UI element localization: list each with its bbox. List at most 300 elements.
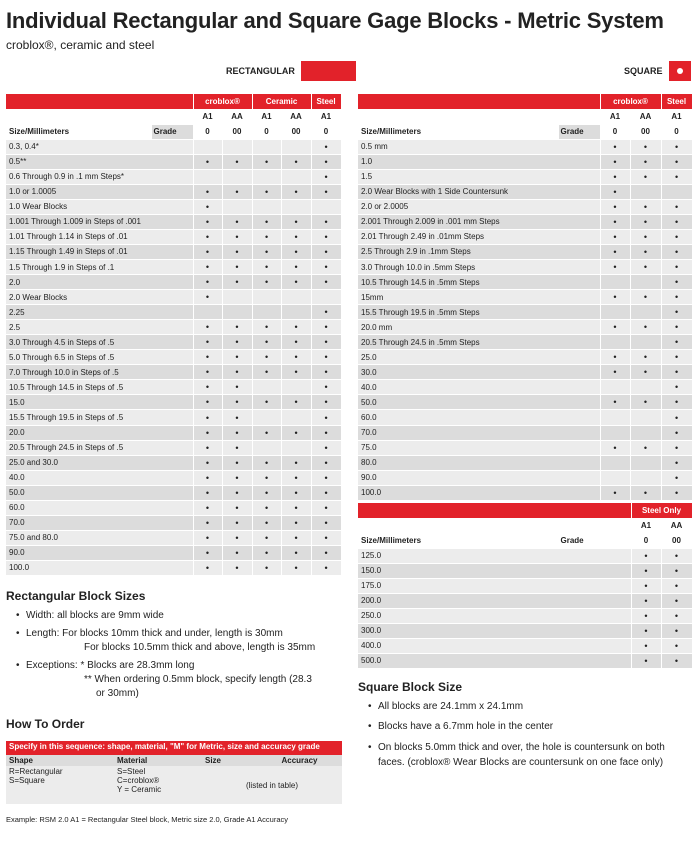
square-mark-cell — [630, 184, 661, 199]
square-row — [358, 320, 692, 335]
rect-mark-cell: • — [222, 455, 252, 470]
square-size-header: Size/Millimeters — [358, 124, 558, 139]
rect-mark-cell: • — [193, 410, 222, 425]
square-size-cell: 1.0 — [358, 154, 600, 169]
rect-row — [6, 139, 341, 154]
rect-mark-cell: • — [222, 395, 252, 410]
rect-size-cell: 70.0 — [6, 515, 193, 530]
steel-only-size-cell: 250.0 — [358, 608, 631, 623]
rect-mark-cell: • — [281, 229, 311, 244]
square-size-cell: 1.5 — [358, 169, 600, 184]
square-mark-cell — [600, 335, 630, 350]
rect-mark-cell: • — [281, 395, 311, 410]
square-mark-cell — [600, 380, 630, 395]
rect-mark-cell: • — [281, 425, 311, 440]
square-row — [358, 440, 692, 455]
rectangular-blocks-table — [6, 94, 342, 576]
square-size-cell: 70.0 — [358, 425, 600, 440]
rect-width-bullet: • Width: all blocks are 9mm wide — [14, 609, 344, 623]
order-material-croblox: C=croblox® — [117, 776, 160, 785]
rect-exceptions-bullet — [14, 659, 344, 701]
rect-row — [6, 545, 341, 560]
rect-mark-cell: • — [311, 395, 341, 410]
rect-mark-cell: • — [281, 320, 311, 335]
square-size-cell: 30.0 — [358, 365, 600, 380]
steel-only-group: Steel Only — [631, 503, 692, 518]
rect-length-bullet — [14, 627, 344, 655]
order-col-shape: Shape — [6, 755, 114, 766]
rect-mark-cell — [193, 305, 222, 320]
square-row — [358, 154, 692, 169]
square-mark-cell: • — [661, 350, 692, 365]
rect-mark-cell: • — [281, 214, 311, 229]
steel-only-mark-cell: • — [631, 593, 661, 608]
rect-grade-b: 0 — [252, 124, 281, 139]
rect-size-cell: 2.0 Wear Blocks — [6, 290, 193, 305]
rect-mark-cell: • — [281, 275, 311, 290]
square-size-cell: 20.5 Through 24.5 in .5mm Steps — [358, 335, 600, 350]
steel-only-grade-header: Grade — [558, 533, 631, 548]
square-header-blank — [358, 94, 600, 109]
legend-square — [624, 61, 691, 81]
rect-mark-cell: • — [222, 560, 252, 575]
rect-mark-cell: • — [252, 545, 281, 560]
order-shape-r: R=Rectangular — [9, 767, 63, 776]
rect-mark-cell — [252, 440, 281, 455]
steel-only-grade-b: 00 — [661, 533, 692, 548]
rect-mark-cell: • — [193, 395, 222, 410]
rect-sizes-list — [14, 609, 344, 705]
square-row — [358, 139, 692, 154]
square-mark-cell: • — [661, 290, 692, 305]
rect-mark-cell: • — [222, 530, 252, 545]
square-row — [358, 169, 692, 184]
rect-mark-cell: • — [311, 530, 341, 545]
square-row — [358, 380, 692, 395]
rect-mark-cell: • — [311, 260, 341, 275]
rect-size-cell: 10.5 Through 14.5 in Steps of .5 — [6, 380, 193, 395]
square-mark-cell: • — [661, 275, 692, 290]
rect-size-cell: 20.5 Through 24.5 in Steps of .5 — [6, 440, 193, 455]
square-size-cell: 10.5 Through 14.5 in .5mm Steps — [358, 275, 600, 290]
square-mark-cell — [600, 470, 630, 485]
rect-size-cell: 15.5 Through 19.5 in Steps of .5 — [6, 410, 193, 425]
rect-mark-cell — [252, 290, 281, 305]
rect-mark-cell: • — [281, 455, 311, 470]
square-mark-cell: • — [600, 290, 630, 305]
rect-mark-cell: • — [311, 485, 341, 500]
rect-row — [6, 425, 341, 440]
rect-size-cell: 40.0 — [6, 470, 193, 485]
rect-mark-cell: • — [193, 485, 222, 500]
square-mark-cell: • — [661, 169, 692, 184]
rect-mark-cell: • — [222, 244, 252, 259]
rect-size-cell: 1.0 Wear Blocks — [6, 199, 193, 214]
square-mark-cell — [630, 380, 661, 395]
square-mark-cell: • — [661, 395, 692, 410]
rect-mark-cell: • — [281, 560, 311, 575]
rect-grade-b: 00 — [281, 124, 311, 139]
rect-mark-cell: • — [193, 455, 222, 470]
steel-only-row — [358, 653, 692, 668]
rect-size-cell: 25.0 and 30.0 — [6, 455, 193, 470]
rect-mark-cell: • — [193, 290, 222, 305]
order-banner: Specify in this sequence: shape, material, "M" for Metric, size and accuracy grade — [6, 741, 342, 755]
square-mark-cell: • — [600, 395, 630, 410]
rect-mark-cell: • — [193, 350, 222, 365]
rect-mark-cell — [222, 305, 252, 320]
steel-only-mark-cell: • — [661, 563, 692, 578]
rect-mark-cell: • — [193, 214, 222, 229]
rect-group-steel: Steel — [311, 94, 341, 109]
square-mark-cell — [600, 425, 630, 440]
rect-mark-cell: • — [193, 244, 222, 259]
rect-row — [6, 305, 341, 320]
square-mark-cell: • — [600, 169, 630, 184]
square-mark-cell — [630, 470, 661, 485]
rect-mark-cell: • — [193, 380, 222, 395]
rect-mark-cell: • — [252, 455, 281, 470]
square-size-cell: 100.0 — [358, 485, 600, 500]
rect-mark-cell: • — [252, 184, 281, 199]
rect-mark-cell: • — [281, 470, 311, 485]
square-mark-cell: • — [661, 425, 692, 440]
rect-mark-cell: • — [311, 335, 341, 350]
square-mark-cell: • — [600, 214, 630, 229]
square-mark-cell: • — [630, 139, 661, 154]
rect-size-cell: 3.0 Through 4.5 in Steps of .5 — [6, 335, 193, 350]
rect-mark-cell: • — [311, 440, 341, 455]
rect-grade-a: AA — [222, 109, 252, 124]
rect-size-cell: 1.15 Through 1.49 in Steps of .01 — [6, 244, 193, 259]
square-mark-cell: • — [600, 199, 630, 214]
rect-grade-a: A1 — [311, 109, 341, 124]
square-mark-cell: • — [630, 485, 661, 500]
rect-size-cell: 7.0 Through 10.0 in Steps of .5 — [6, 365, 193, 380]
rect-mark-cell: • — [311, 380, 341, 395]
square-sizes-heading: Square Block Size — [358, 680, 463, 694]
square-grade-b: 00 — [630, 124, 661, 139]
square-group-steel: Steel — [661, 94, 692, 109]
square-dim-bullet: • All blocks are 24.1mm x 24.1mm — [366, 700, 692, 714]
rect-mark-cell: • — [311, 305, 341, 320]
rect-mark-cell: • — [252, 335, 281, 350]
square-size-cell: 40.0 — [358, 380, 600, 395]
legend-square-label: SQUARE — [624, 66, 663, 76]
steel-only-row — [358, 623, 692, 638]
how-to-order-heading: How To Order — [6, 717, 85, 731]
order-material-steel: S=Steel — [117, 767, 146, 776]
square-size-cell: 25.0 — [358, 350, 600, 365]
rect-row — [6, 440, 341, 455]
square-mark-cell: • — [630, 365, 661, 380]
square-blocks-table — [358, 94, 693, 501]
rect-mark-cell: • — [281, 244, 311, 259]
page-title: Individual Rectangular and Square Gage Blocks - Metric System — [6, 8, 664, 33]
rect-mark-cell: • — [311, 470, 341, 485]
rect-row — [6, 530, 341, 545]
rect-mark-cell: • — [252, 395, 281, 410]
square-mark-cell: • — [630, 440, 661, 455]
steel-only-mark-cell: • — [631, 638, 661, 653]
square-mark-cell — [600, 455, 630, 470]
rect-mark-cell — [311, 290, 341, 305]
steel-only-size-cell: 175.0 — [358, 578, 631, 593]
rect-mark-cell: • — [193, 154, 222, 169]
rect-mark-cell: • — [193, 545, 222, 560]
rect-size-cell: 5.0 Through 6.5 in Steps of .5 — [6, 350, 193, 365]
rect-mark-cell — [193, 139, 222, 154]
steel-only-size-cell: 150.0 — [358, 563, 631, 578]
rect-mark-cell: • — [252, 500, 281, 515]
square-mark-cell — [600, 275, 630, 290]
rect-mark-cell — [252, 139, 281, 154]
rect-length-line2: For blocks 10.5mm thick and above, length is 35mm — [84, 642, 316, 653]
rect-size-cell: 2.25 — [6, 305, 193, 320]
legend-rectangular-label: RECTANGULAR — [226, 66, 295, 76]
steel-only-mark-cell: • — [631, 548, 661, 563]
square-row — [358, 305, 692, 320]
steel-only-mark-cell: • — [661, 548, 692, 563]
square-mark-cell: • — [630, 169, 661, 184]
rect-size-cell: 1.5 Through 1.9 in Steps of .1 — [6, 260, 193, 275]
rect-mark-cell: • — [222, 410, 252, 425]
rect-mark-cell: • — [222, 500, 252, 515]
steel-only-size-cell: 125.0 — [358, 548, 631, 563]
rect-row — [6, 410, 341, 425]
square-hole-bullet: • Blocks have a 6.7mm hole in the center — [366, 720, 692, 734]
rect-mark-cell: • — [311, 184, 341, 199]
square-size-cell: 90.0 — [358, 470, 600, 485]
rect-mark-cell — [281, 290, 311, 305]
square-row — [358, 199, 692, 214]
rect-row — [6, 154, 341, 169]
rect-row — [6, 515, 341, 530]
rect-mark-cell: • — [222, 335, 252, 350]
rect-mark-cell: • — [311, 410, 341, 425]
rect-mark-cell: • — [252, 350, 281, 365]
rect-mark-cell: • — [252, 515, 281, 530]
rect-size-cell: 60.0 — [6, 500, 193, 515]
steel-only-mark-cell: • — [661, 593, 692, 608]
square-mark-cell: • — [661, 139, 692, 154]
rect-mark-cell: • — [222, 425, 252, 440]
steel-only-mark-cell: • — [661, 578, 692, 593]
rect-mark-cell: • — [311, 545, 341, 560]
rect-mark-cell: • — [252, 365, 281, 380]
square-row — [358, 395, 692, 410]
rect-mark-cell: • — [222, 485, 252, 500]
square-row — [358, 410, 692, 425]
steel-only-mark-cell: • — [661, 653, 692, 668]
square-mark-cell: • — [661, 455, 692, 470]
rect-mark-cell: • — [252, 229, 281, 244]
rect-row — [6, 320, 341, 335]
square-mark-cell: • — [661, 320, 692, 335]
square-hole-swatch-icon — [669, 61, 691, 81]
rect-mark-cell: • — [252, 214, 281, 229]
square-mark-cell: • — [661, 410, 692, 425]
rect-mark-cell: • — [281, 530, 311, 545]
square-mark-cell — [600, 410, 630, 425]
rect-mark-cell: • — [311, 560, 341, 575]
square-row — [358, 275, 692, 290]
steel-only-grade-a: AA — [661, 518, 692, 533]
square-mark-cell: • — [661, 485, 692, 500]
rect-mark-cell: • — [311, 139, 341, 154]
square-mark-cell — [630, 275, 661, 290]
square-mark-cell — [630, 425, 661, 440]
square-size-cell: 20.0 mm — [358, 320, 600, 335]
steel-only-grade-b: 0 — [631, 533, 661, 548]
rect-mark-cell: • — [311, 275, 341, 290]
square-grade-b: 0 — [661, 124, 692, 139]
steel-only-mark-cell: • — [631, 623, 661, 638]
order-material-ceramic: Y = Ceramic — [117, 785, 162, 794]
rect-mark-cell — [252, 380, 281, 395]
rect-mark-cell — [222, 199, 252, 214]
steel-only-mark-cell: • — [631, 608, 661, 623]
rect-mark-cell: • — [311, 244, 341, 259]
square-mark-cell — [630, 455, 661, 470]
square-mark-cell: • — [661, 260, 692, 275]
order-size-note: (listed in table) — [245, 780, 299, 790]
steel-only-grade-a: A1 — [631, 518, 661, 533]
rect-mark-cell: • — [311, 515, 341, 530]
rect-row — [6, 214, 341, 229]
rect-row — [6, 365, 341, 380]
rect-group-croblox: croblox® — [193, 94, 252, 109]
rect-mark-cell: • — [193, 500, 222, 515]
square-size-cell: 60.0 — [358, 410, 600, 425]
rect-grade-b: 0 — [311, 124, 341, 139]
square-mark-cell: • — [630, 199, 661, 214]
rectangular-swatch-icon — [301, 61, 356, 81]
rect-mark-cell: • — [281, 335, 311, 350]
legend-rectangular — [226, 61, 356, 81]
rect-mark-cell — [281, 169, 311, 184]
square-size-cell: 15.5 Through 19.5 in .5mm Steps — [358, 305, 600, 320]
rect-mark-cell: • — [222, 229, 252, 244]
square-size-cell: 80.0 — [358, 455, 600, 470]
rect-mark-cell: • — [281, 515, 311, 530]
rect-mark-cell: • — [252, 260, 281, 275]
rect-size-cell: 50.0 — [6, 485, 193, 500]
rect-mark-cell: • — [311, 214, 341, 229]
rect-mark-cell: • — [193, 560, 222, 575]
rect-row — [6, 184, 341, 199]
rect-mark-cell: • — [311, 320, 341, 335]
square-row — [358, 184, 692, 199]
rect-mark-cell — [281, 305, 311, 320]
rect-mark-cell: • — [281, 485, 311, 500]
square-mark-cell — [661, 184, 692, 199]
rect-exceptions-line2: ** When ordering 0.5mm block, specify length (28.3 — [84, 674, 312, 685]
rect-grade-b: 00 — [222, 124, 252, 139]
order-col-size: Size — [202, 755, 257, 766]
order-col-material: Material — [114, 755, 202, 766]
square-mark-cell: • — [600, 485, 630, 500]
square-mark-cell: • — [600, 244, 630, 259]
square-mark-cell: • — [630, 350, 661, 365]
square-row — [358, 290, 692, 305]
square-size-cell: 2.0 Wear Blocks with 1 Side Countersunk — [358, 184, 600, 199]
rect-mark-cell — [281, 380, 311, 395]
square-row — [358, 455, 692, 470]
rect-group-ceramic: Ceramic — [252, 94, 311, 109]
rect-mark-cell: • — [222, 260, 252, 275]
square-mark-cell: • — [600, 184, 630, 199]
rect-mark-cell — [281, 410, 311, 425]
steel-only-row — [358, 563, 692, 578]
order-shape-cell — [6, 766, 114, 804]
square-mark-cell: • — [630, 290, 661, 305]
square-row — [358, 350, 692, 365]
square-mark-cell — [630, 305, 661, 320]
square-row — [358, 470, 692, 485]
rect-mark-cell — [281, 199, 311, 214]
square-mark-cell: • — [600, 260, 630, 275]
rect-mark-cell: • — [193, 335, 222, 350]
rect-size-cell: 2.5 — [6, 320, 193, 335]
rect-size-cell: 2.0 — [6, 275, 193, 290]
steel-only-mark-cell: • — [661, 608, 692, 623]
square-size-cell: 3.0 Through 10.0 in .5mm Steps — [358, 260, 600, 275]
square-mark-cell: • — [661, 440, 692, 455]
square-mark-cell: • — [600, 320, 630, 335]
rect-mark-cell: • — [193, 365, 222, 380]
steel-only-mark-cell: • — [631, 653, 661, 668]
steel-only-size-cell: 500.0 — [358, 653, 631, 668]
rect-mark-cell: • — [281, 545, 311, 560]
rect-size-header: Size/Millimeters — [6, 124, 151, 139]
rect-mark-cell: • — [281, 154, 311, 169]
page-subtitle: croblox®, ceramic and steel — [6, 38, 155, 52]
rect-size-cell: 1.001 Through 1.009 in Steps of .001 — [6, 214, 193, 229]
rect-mark-cell — [193, 169, 222, 184]
square-mark-cell: • — [661, 199, 692, 214]
rect-mark-cell: • — [252, 320, 281, 335]
square-row — [358, 260, 692, 275]
rect-size-cell: 1.01 Through 1.14 in Steps of .01 — [6, 229, 193, 244]
rect-mark-cell: • — [311, 169, 341, 184]
rect-mark-cell: • — [222, 380, 252, 395]
square-size-cell: 2.5 Through 2.9 in .1mm Steps — [358, 244, 600, 259]
rect-mark-cell: • — [222, 154, 252, 169]
rect-size-cell: 20.0 — [6, 425, 193, 440]
rect-mark-cell — [252, 305, 281, 320]
square-mark-cell: • — [600, 350, 630, 365]
rect-exceptions-line3: or 30mm) — [96, 688, 139, 699]
order-col-accuracy: Accuracy — [257, 755, 342, 766]
square-grade-a: AA — [630, 109, 661, 124]
square-mark-cell: • — [600, 154, 630, 169]
rect-mark-cell: • — [281, 500, 311, 515]
rect-mark-cell — [311, 199, 341, 214]
rect-mark-cell: • — [281, 184, 311, 199]
rect-size-cell: 75.0 and 80.0 — [6, 530, 193, 545]
rect-grade-a: AA — [281, 109, 311, 124]
square-row — [358, 335, 692, 350]
rect-size-cell: 15.0 — [6, 395, 193, 410]
square-mark-cell: • — [630, 229, 661, 244]
rect-grade-a: A1 — [252, 109, 281, 124]
rect-mark-cell: • — [252, 470, 281, 485]
square-grade-a: A1 — [600, 109, 630, 124]
rect-mark-cell: • — [193, 229, 222, 244]
rect-mark-cell: • — [193, 260, 222, 275]
rect-mark-cell: • — [222, 545, 252, 560]
